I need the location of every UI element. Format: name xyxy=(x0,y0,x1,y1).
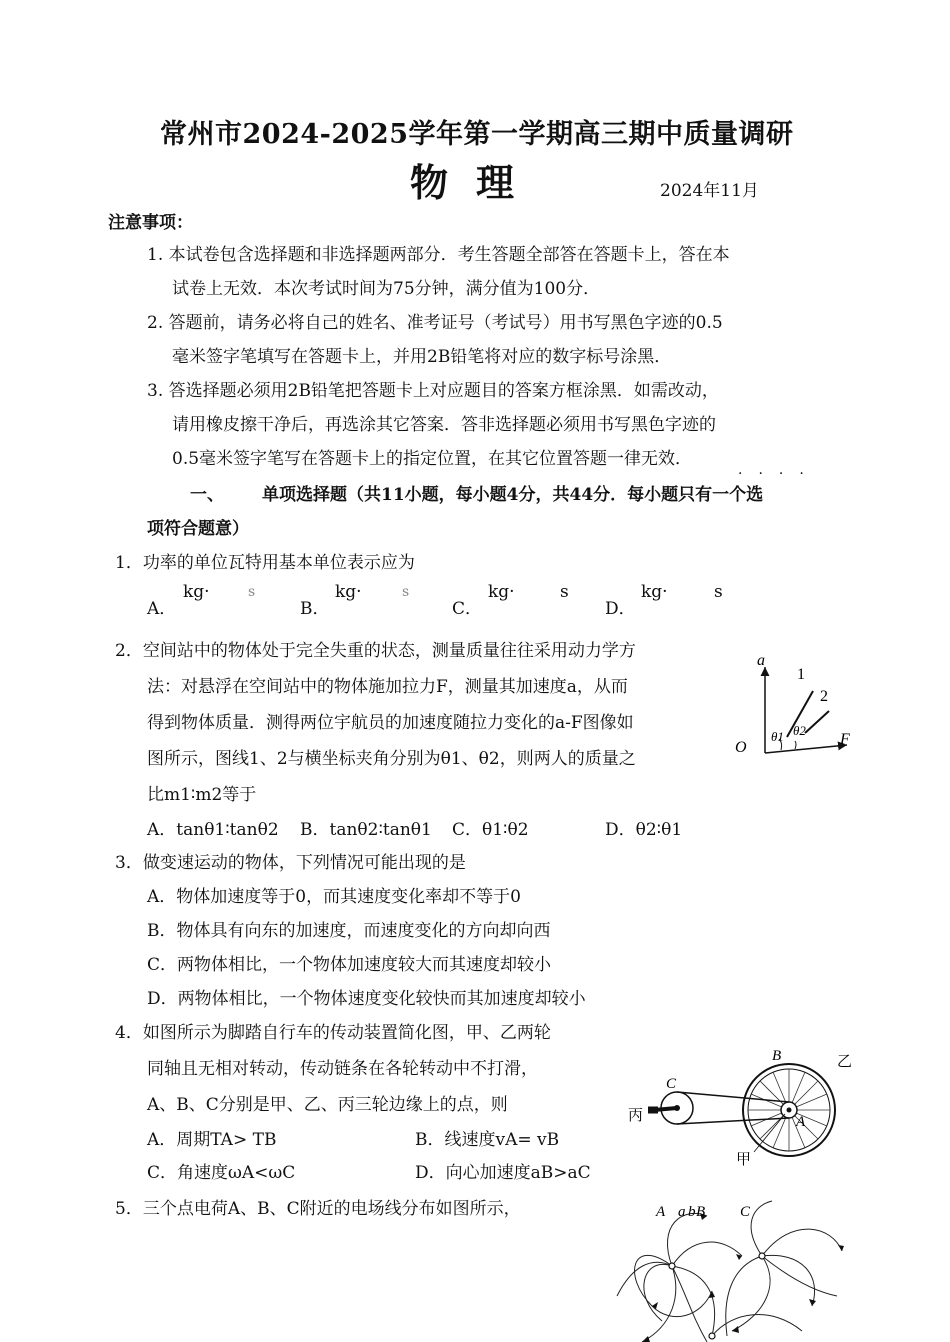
chain-bottom xyxy=(677,1118,789,1124)
notice-line: 试卷上无效．本次考试时间为75分钟，满分值为100分． xyxy=(172,279,601,299)
q1-option-c-tail: s xyxy=(560,582,569,602)
label-point-b: b xyxy=(688,1204,696,1220)
q1-option-b-tail: s xyxy=(402,584,410,600)
wheel-label-jia: 甲 xyxy=(736,1150,752,1168)
question-4-line: 同轴且无相对转动，传动链条在各轮转动中不打滑， xyxy=(147,1059,538,1079)
question-4-line: 4．如图所示为脚踏自行车的传动装置简化图，甲、乙两轮 xyxy=(115,1023,551,1043)
point-label-b: B xyxy=(772,1048,782,1064)
q1-option-d-tail: s xyxy=(714,582,723,602)
q2-option-b: B．tanθ2∶tanθ1 xyxy=(300,820,432,840)
q3-option-b: B．物体具有向东的加速度，而速度变化的方向却向西 xyxy=(147,921,551,941)
q4-option-a: A．周期TA> TB xyxy=(147,1130,277,1150)
q4-option-b: B．线速度vA= vB xyxy=(415,1130,560,1150)
wheel-label-bing: 丙 xyxy=(628,1106,644,1124)
charge-b xyxy=(759,1253,765,1259)
q1-option-a-unit: kg· xyxy=(183,582,210,602)
angle-label-1: θ1 xyxy=(771,729,784,744)
notice-line: 1. 本试卷包含选择题和非选择题两部分．考生答题全部答在答题卡上，答在本 xyxy=(147,245,730,265)
question-1-stem: 1．功率的单位瓦特用基本单位表示应为 xyxy=(115,553,415,573)
exam-date: 2024年11月 xyxy=(660,181,759,201)
point-label-a: A xyxy=(796,1114,806,1130)
q2-option-d: D．θ2∶θ1 xyxy=(605,820,683,840)
notice-line: 3. 答选择题必须用2B铅笔把答题卡上对应题目的答案方框涂黑．如需改动， xyxy=(147,381,719,401)
notice-line: 请用橡皮擦干净后，再选涂其它答案．答非选择题必须用书写黑色字迹的 xyxy=(172,415,716,435)
notice-heading: 注意事项： xyxy=(108,213,193,233)
notice-line: 毫米签字笔填写在答题卡上，并用2B铅笔将对应的数字标号涂黑． xyxy=(172,347,672,367)
label-charge-c: C xyxy=(740,1204,751,1220)
section-title-cont: 项符合题意） xyxy=(147,519,249,539)
x-axis xyxy=(765,745,847,753)
electric-field-figure xyxy=(612,1196,850,1342)
a-f-graph-figure xyxy=(725,645,865,770)
section-title: 单项选择题（共11小题，每小题4分，共44分．每小题只有一个选 xyxy=(262,485,764,505)
question-3-stem: 3．做变速运动的物体，下列情况可能出现的是 xyxy=(115,853,466,873)
emphasis-dots: ···· xyxy=(738,466,820,482)
q1-option-d-unit: kg· xyxy=(641,582,668,602)
subject-title: 物理 xyxy=(410,160,543,205)
question-2-line: 比m1∶m2等于 xyxy=(147,785,257,805)
notice-line: 0.5毫米签字笔写在答题卡上的指定位置，在其它位置答题一律无效． xyxy=(172,449,693,469)
point-label-c: C xyxy=(666,1076,677,1092)
bicycle-drive-figure xyxy=(622,1040,860,1170)
charge-a xyxy=(669,1263,675,1269)
graph-line-2 xyxy=(805,711,829,733)
axis-label-f: F xyxy=(840,731,850,748)
q1-option-a-label: A． xyxy=(147,599,177,619)
q2-option-c: C．θ1∶θ2 xyxy=(452,820,529,840)
section-number: 一、 xyxy=(190,485,224,505)
q1-option-b-label: B． xyxy=(300,599,330,619)
label-charge-b: B xyxy=(696,1204,706,1220)
q1-option-c-unit: kg· xyxy=(488,582,515,602)
question-2-line: 2．空间站中的物体处于完全失重的状态，测量质量往往采用动力学方 xyxy=(115,641,636,661)
line-label-2: 2 xyxy=(820,688,828,705)
question-5-stem: 5．三个点电荷A、B、C附近的电场线分布如图所示， xyxy=(115,1199,521,1219)
q2-option-a: A．tanθ1∶tanθ2 xyxy=(147,820,279,840)
q3-option-a: A．物体加速度等于0，而其速度变化率却不等于0 xyxy=(147,887,521,907)
axis-label-a: a xyxy=(757,652,765,669)
notice-line: 2. 答题前，请务必将自己的姓名、准考证号（考试号）用书写黑色字迹的0.5 xyxy=(147,313,723,333)
q1-option-b-unit: kg· xyxy=(335,582,362,602)
label-charge-a: A xyxy=(656,1204,666,1220)
q1-option-a-tail: s xyxy=(248,584,256,600)
question-2-line: 法：对悬浮在空间站中的物体施加拉力F，测量其加速度a，从而 xyxy=(147,677,628,697)
question-2-line: 图所示，图线1、2与横坐标夹角分别为θ1、θ2，则两人的质量之 xyxy=(147,749,636,769)
question-2-line: 得到物体质量．测得两位宇航员的加速度随拉力变化的a-F图像如 xyxy=(147,713,634,733)
label-point-a: a xyxy=(678,1204,686,1220)
q3-option-c: C．两物体相比，一个物体加速度较大而其速度却较小 xyxy=(147,955,552,975)
origin-label: O xyxy=(735,739,747,756)
q4-option-c: C．角速度ωA<ωC xyxy=(147,1163,296,1183)
line-label-1: 1 xyxy=(797,666,805,683)
q3-option-d: D．两物体相比，一个物体速度变化较快而其加速度却较小 xyxy=(147,989,586,1009)
wheel-label-yi: 乙 xyxy=(837,1052,853,1070)
angle-label-2: θ2 xyxy=(793,723,806,738)
exam-title: 常州市2024-2025学年第一学期高三期中质量调研 xyxy=(160,119,794,150)
q1-option-c-label: C． xyxy=(452,599,483,619)
charge-c xyxy=(709,1333,715,1339)
question-4-line: A、B、C分别是甲、乙、丙三轮边缘上的点，则 xyxy=(147,1095,508,1115)
q4-option-d: D．向心加速度aB>aC xyxy=(415,1163,591,1183)
q1-option-d-label: D． xyxy=(605,599,636,619)
